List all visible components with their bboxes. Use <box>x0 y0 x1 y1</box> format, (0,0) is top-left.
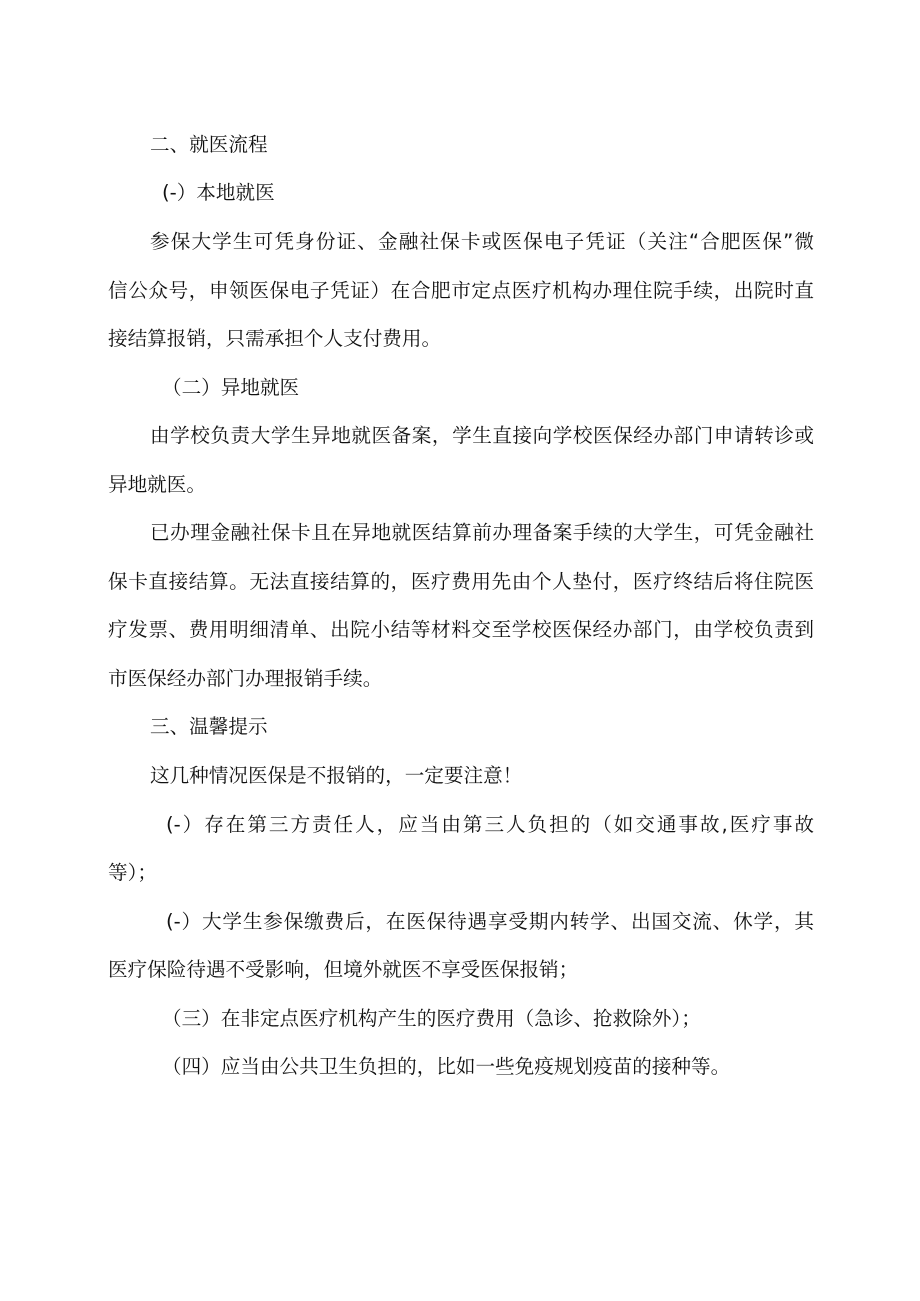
tip-item-2-line-1: (-）大学生参保缴费后，在医保待遇享受期内转学、出国交流、休学，其 <box>166 910 814 933</box>
remote-paragraph2-line-2: 保卡直接结算。无法直接结算的，医疗费用先由个人垫付，医疗终结后将住院医 <box>108 570 814 593</box>
remote-paragraph2-line-1: 已办理金融社保卡且在异地就医结算前办理备案手续的大学生，可凭金融社 <box>150 521 814 544</box>
tip-item-2-line-2: 医疗保险待遇不受影响，但境外就医不享受医保报销； <box>108 958 579 981</box>
tip-item-1-line-2: 等）； <box>108 861 157 884</box>
section-heading-procedure: 二、就医流程 <box>150 133 268 156</box>
local-paragraph-line-1: 参保大学生可凭身份证、金融社保卡或医保电子凭证（关注“合肥医保”微 <box>150 230 814 253</box>
remote-paragraph1-line-1: 由学校负责大学生异地就医备案，学生直接向学校医保经办部门申请转诊或 <box>150 424 814 447</box>
tip-item-3: （三）在非定点医疗机构产生的医疗费用（急诊、抢救除外）； <box>162 1007 701 1030</box>
remote-paragraph2-line-3: 疗发票、费用明细清单、出院小结等材料交至学校医保经办部门，由学校负责到 <box>108 618 814 641</box>
local-paragraph-line-3: 接结算报销，只需承担个人支付费用。 <box>108 327 442 350</box>
tip-item-4: （四）应当由公共卫生负担的，比如一些免疫规划疫苗的接种等。 <box>162 1055 731 1078</box>
section-heading-tips: 三、温馨提示 <box>150 715 268 738</box>
remote-paragraph1-line-2: 异地就医。 <box>108 473 206 496</box>
subheading-remote-treatment: （二）异地就医 <box>162 376 300 399</box>
subheading-local-treatment: (-）本地就医 <box>162 181 275 204</box>
remote-paragraph2-line-4: 市医保经办部门办理报销手续。 <box>108 667 383 690</box>
tips-intro: 这几种情况医保是不报销的，一定要注意！ <box>150 764 523 787</box>
local-paragraph-line-2: 信公众号，申领医保电子凭证）在合肥市定点医疗机构办理住院手续，出院时直 <box>108 279 814 302</box>
tip-item-1-line-1: (-）存在第三方责任人，应当由第三人负担的（如交通事故,医疗事故 <box>166 813 814 836</box>
